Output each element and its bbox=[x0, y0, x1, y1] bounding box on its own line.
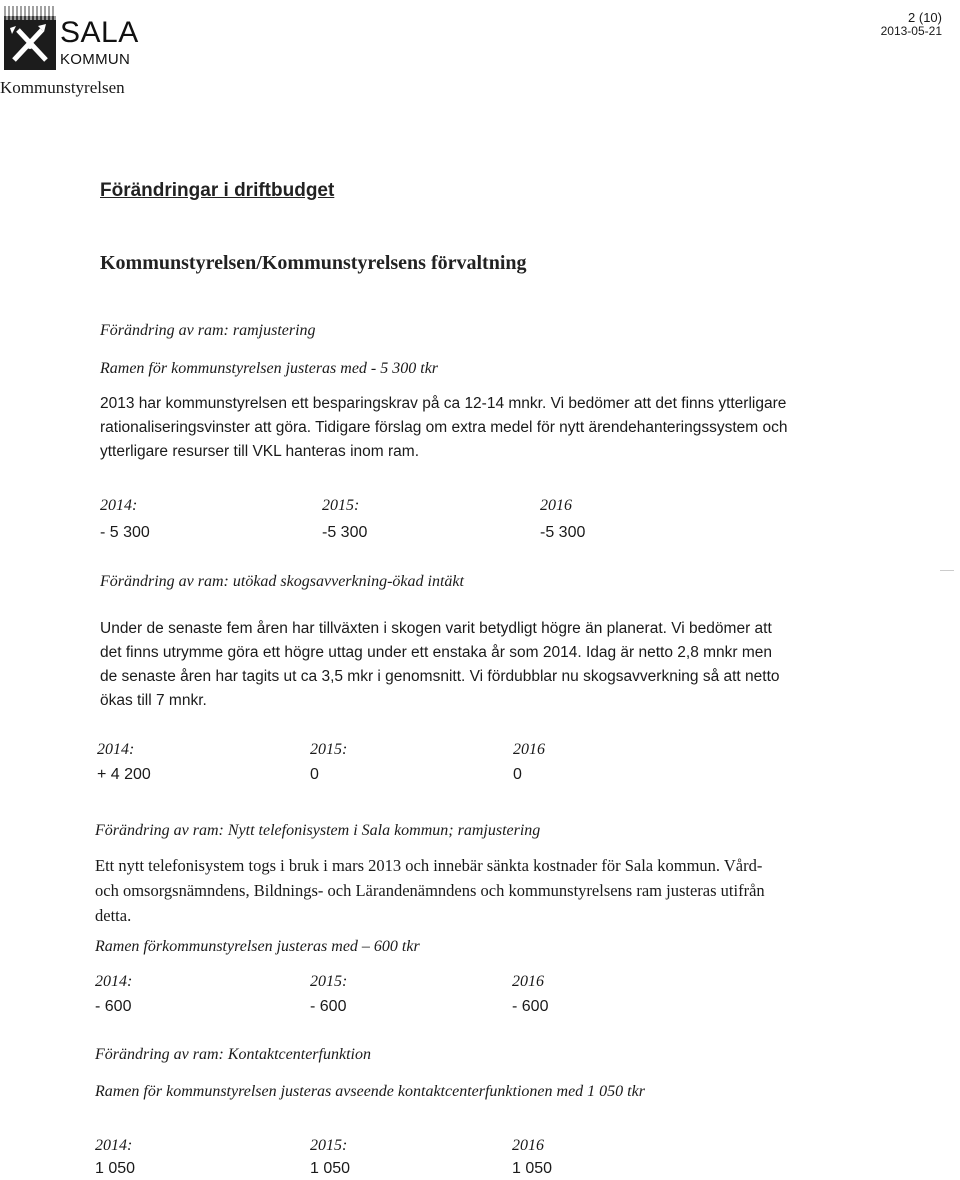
year-label: 2014: bbox=[95, 1137, 133, 1154]
logo-subtitle: KOMMUN bbox=[60, 51, 131, 68]
year-label: 2014: bbox=[95, 973, 133, 990]
coat-of-arms-icon bbox=[4, 16, 56, 70]
section-heading: Förändring av ram: Nytt telefonisystem i Sala kommun; ramjustering bbox=[95, 822, 541, 839]
year-label: 2015: bbox=[322, 497, 360, 514]
amount-value: 0 bbox=[513, 766, 522, 783]
section-subtitle: Kommunstyrelsen/Kommunstyrelsens förvaltning bbox=[100, 252, 527, 274]
amount-value: 1 050 bbox=[512, 1160, 553, 1177]
section-text: 2013 har kommunstyrelsen ett besparingskrav på ca 12-14 mnkr. Vi bedömer att det finns ytterligare rationaliseringsvinster att göra. Tidigare förslag om extra medel för nytt ärendehanteringssystem och ytterligare resurser till VKL hanteras inom ram. bbox=[100, 395, 788, 460]
department-name: Kommunstyrelsen bbox=[0, 78, 125, 97]
amount-value: - 5 300 bbox=[100, 524, 150, 541]
section-intro: Ramen för kommunstyrelsen justeras avseende kontaktcenterfunktionen med 1 050 tkr bbox=[95, 1083, 645, 1100]
amount-value: - 600 bbox=[95, 998, 132, 1015]
year-label: 2016 bbox=[540, 497, 572, 514]
amount-value: -5 300 bbox=[540, 524, 586, 541]
year-label: 2015: bbox=[310, 973, 348, 990]
amount-value: - 600 bbox=[512, 998, 549, 1015]
year-label: 2016 bbox=[512, 973, 544, 990]
year-label: 2015: bbox=[310, 1137, 348, 1154]
section-heading: Förändring av ram: Kontaktcenterfunktion bbox=[95, 1046, 371, 1063]
amount-value: - 600 bbox=[310, 998, 347, 1015]
logo-name: SALA bbox=[60, 16, 139, 49]
amount-value: 1 050 bbox=[95, 1160, 136, 1177]
section-heading: Förändring av ram: utökad skogsavverkning-ökad intäkt bbox=[100, 573, 464, 590]
page-title: Förändringar i driftbudget bbox=[100, 180, 335, 201]
section-intro: Ramen förkommunstyrelsen justeras med – 600 tkr bbox=[95, 938, 420, 955]
amount-value: 1 050 bbox=[310, 1160, 351, 1177]
document-date: 2013-05-21 bbox=[880, 24, 942, 38]
section-text: Ett nytt telefonisystem togs i bruk i mars 2013 och innebär sänkta kostnader för Sala kommun. Vård- och omsorgsnämndens, Bildnings- och Lärandenämndens och kommunstyrelsens ram justeras utifrån detta. bbox=[95, 856, 765, 925]
amount-value: 0 bbox=[310, 766, 319, 783]
year-label: 2016 bbox=[513, 741, 545, 758]
amount-value: -5 300 bbox=[322, 524, 368, 541]
year-label: 2014: bbox=[97, 741, 135, 758]
year-label: 2014: bbox=[100, 497, 138, 514]
section-intro: Ramen för kommunstyrelsen justeras med - 5 300 tkr bbox=[100, 360, 439, 377]
amount-value: + 4 200 bbox=[97, 766, 151, 783]
page-number: 2 (10) bbox=[908, 10, 942, 25]
scan-artifact bbox=[940, 570, 954, 571]
year-label: 2016 bbox=[512, 1137, 544, 1154]
sala-kommun-logo bbox=[4, 6, 140, 70]
year-label: 2015: bbox=[310, 741, 348, 758]
section-text: Under de senaste fem åren har tillväxten i skogen varit betydligt högre än planerat. Vi bedömer att det finns utrymme göra ett högre uttag under ett enstaka år som 2014. Idag är netto 2,8 mnkr men de senaste åren har tagits ut ca 3,5 mkr i genomsnitt. Vi fördubblar nu skogsavverkning så att netto ökas till 7 mnkr. bbox=[100, 620, 780, 709]
section-heading: Förändring av ram: ramjustering bbox=[100, 322, 316, 339]
